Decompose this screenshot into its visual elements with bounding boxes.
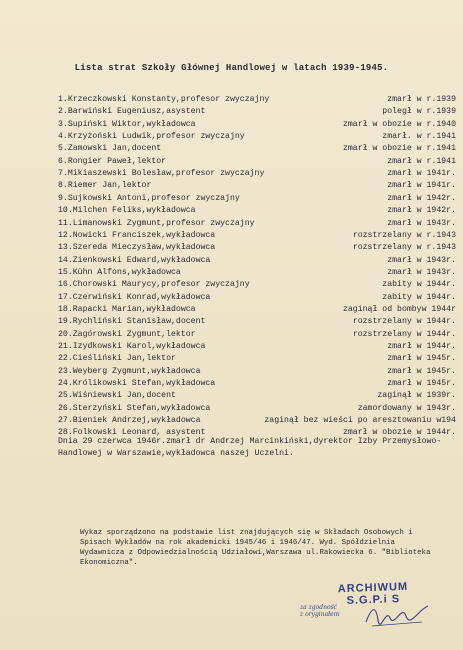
entry-fate: rozstrzelany w r.1943	[352, 243, 456, 253]
entry-fate: zmarł. w r.1941	[382, 132, 456, 142]
list-item	[58, 218, 456, 230]
entry-name: 16.Chorowski Maurycy,profesor zwyczajny	[58, 280, 250, 290]
entry-name: 22.Cieśliński Jan,lektor	[58, 354, 176, 364]
list-item	[58, 205, 456, 217]
entry-name: 15.Kühn Alfons,wykładowca	[58, 267, 181, 277]
entry-name: 2.Barwiński Eugeniusz,asystent	[58, 107, 206, 117]
entry-fate: rozstrzelany w r.1943	[352, 230, 456, 240]
list-item	[58, 415, 456, 427]
entry-name: 26.Sterzyński Stefan,wykładowca	[58, 403, 211, 413]
list-item	[58, 94, 456, 106]
source-paragraph: Wykaz sporządzono na podstawie list znajdujących się w Składach Osobowych i Spisach Wykładów na rok akademicki 1945/46 i 1946/47. Wyd. Spółdzielnia Wydawnicza z Odpowiedzialnością Udziałowi,Warszawa ul.Rakowiecka 6. "Biblioteka Ekonomiczna".	[80, 529, 431, 567]
entry-fate: zmarł w 1941r.	[387, 181, 456, 191]
list-item	[58, 180, 456, 192]
entry-fate: zmarł w obozie w 1944r.	[342, 428, 456, 438]
entry-name: 21.Izydkowski Karol,wykładowca	[58, 342, 206, 351]
list-item	[58, 366, 456, 378]
entry-name: 14.Zienkowski Edward,wykładowca	[58, 255, 211, 265]
entry-name: 8.Riemer Jan,lektor	[58, 181, 152, 191]
entry-fate: zmarł w 1942r.	[387, 193, 456, 203]
list-item	[58, 304, 456, 316]
handwritten-line-1: za zgodność	[300, 604, 338, 611]
stamp-line-1: ARCHIWUM	[337, 580, 409, 596]
list-item	[58, 390, 456, 402]
handwritten-line-2: z oryginałem	[300, 611, 340, 618]
entry-fate: zaginął od bombyw 1944r	[342, 304, 456, 314]
entry-name: 12.Nowicki Franciszek,wykładowca	[58, 230, 216, 240]
entry-name: 23.Weyberg Zygmunt,wykładowca	[58, 366, 201, 376]
entry-fate: zmarł w 1945r.	[387, 379, 456, 389]
list-item	[58, 156, 456, 168]
entry-fate: zmarł w 1945r.	[387, 354, 456, 364]
stamp-line-2: S.G.P.i S	[346, 593, 401, 607]
entry-fate: zmarł w 1943r.	[387, 267, 456, 277]
list-item	[58, 119, 456, 131]
entry-name: 27.Bieniek Andrzej,wykładowca	[58, 416, 201, 426]
entry-fate: zaginął w 1939r.	[377, 391, 456, 401]
entry-name: 7.Mikiaszewski Bolesław,profesor zwyczajny	[58, 169, 265, 179]
entry-fate: zmarł w r.1941	[387, 156, 456, 166]
list-item	[58, 230, 456, 242]
entry-name: 24.Królikowski Stefan,wykładowca	[58, 379, 216, 389]
entry-fate: zabity w 1944r.	[382, 280, 456, 290]
list-item	[58, 353, 456, 365]
signature-icon	[362, 600, 432, 630]
entry-name: 6.Rongier Paweł,lektor	[58, 156, 167, 166]
entry-name: 19.Rychliński Stanisław,docent	[58, 317, 206, 327]
entry-name: 17.Czerwiński Konrad,wykładowca	[58, 292, 211, 302]
entry-name: 4.Krzyżoński Ludwik,profesor zwyczajny	[58, 132, 245, 142]
entry-name: 13.Szereda Mieczysław,wykładowca	[58, 243, 216, 253]
entry-fate: zmarł w obozie w r.1940	[342, 119, 456, 129]
list-item	[58, 316, 456, 328]
entry-fate: zmarł w 1944r.	[387, 342, 456, 351]
entry-name: 10.Milchen Feliks,wykładowca	[58, 206, 196, 216]
entry-fate: zaginął bez wieści po aresztowaniu w194	[264, 416, 456, 426]
note-paragraph: Dnia 29 czerwca 1946r.zmarł dr Andrzej Marcinkiński,dyrektor Izby Przemysłowo-Handlowej w Warszawie,wykładowca naszej Uczelni.	[58, 437, 442, 458]
list-item	[58, 341, 456, 353]
entry-name: 11.Limanowski Zygmunt,profesor zwyczajny	[58, 218, 255, 228]
entry-fate: rozstrzelany w 1944r.	[352, 317, 456, 327]
list-item	[58, 168, 456, 180]
list-item	[58, 329, 456, 341]
entry-fate: zmarł w 1943r.	[387, 218, 456, 228]
list-item	[58, 403, 456, 415]
entry-fate: zamordowany w 1943r.	[357, 403, 456, 413]
entry-name: 28.Folkowski Leonard, asystent	[58, 428, 206, 438]
list-item	[58, 292, 456, 304]
list-item	[58, 267, 456, 279]
entry-name: 5.Zamowski Jan,docent	[58, 144, 162, 154]
entry-name: 9.Sujkowski Antoni,profesor zwyczajny	[58, 193, 240, 203]
list-item	[58, 143, 456, 155]
entry-fate: zabity w 1944r.	[382, 292, 456, 302]
list-item	[58, 106, 456, 118]
list-item	[58, 193, 456, 205]
entry-fate: zmarł w r.1939	[387, 95, 456, 104]
list-item	[58, 255, 456, 267]
entry-fate: rozstrzelany w 1944r.	[352, 329, 456, 339]
entry-fate: zmarł w obozie w r.1941	[342, 144, 456, 154]
list-item	[58, 378, 456, 390]
entry-fate: zmarł w 1941r.	[387, 169, 456, 179]
entry-name: 20.Zagórowski Zygmunt,lektor	[58, 329, 196, 339]
entry-name: 25.Wiśniewski Jan,docent	[58, 391, 176, 401]
entry-fate: zmarł w 1942r.	[387, 206, 456, 216]
entry-name: 3.Supiński Wiktor,wykładowca	[58, 119, 196, 129]
list-item	[58, 279, 456, 291]
document-title: Lista strat Szkoły Głównej Handlowej w latach 1939-1945.	[74, 63, 389, 73]
list-item	[58, 242, 456, 254]
entry-name: 18.Rapacki Marian,wykładowca	[58, 304, 196, 314]
entry-name: 1.Krzeczkowski Konstanty,profesor zwyczajny	[58, 95, 270, 104]
list-item	[58, 131, 456, 143]
entry-fate: poległ w r.1939	[382, 107, 456, 117]
entry-fate: zmarł w 1945r.	[387, 366, 456, 376]
entry-fate: zmarł w 1943r.	[387, 255, 456, 265]
